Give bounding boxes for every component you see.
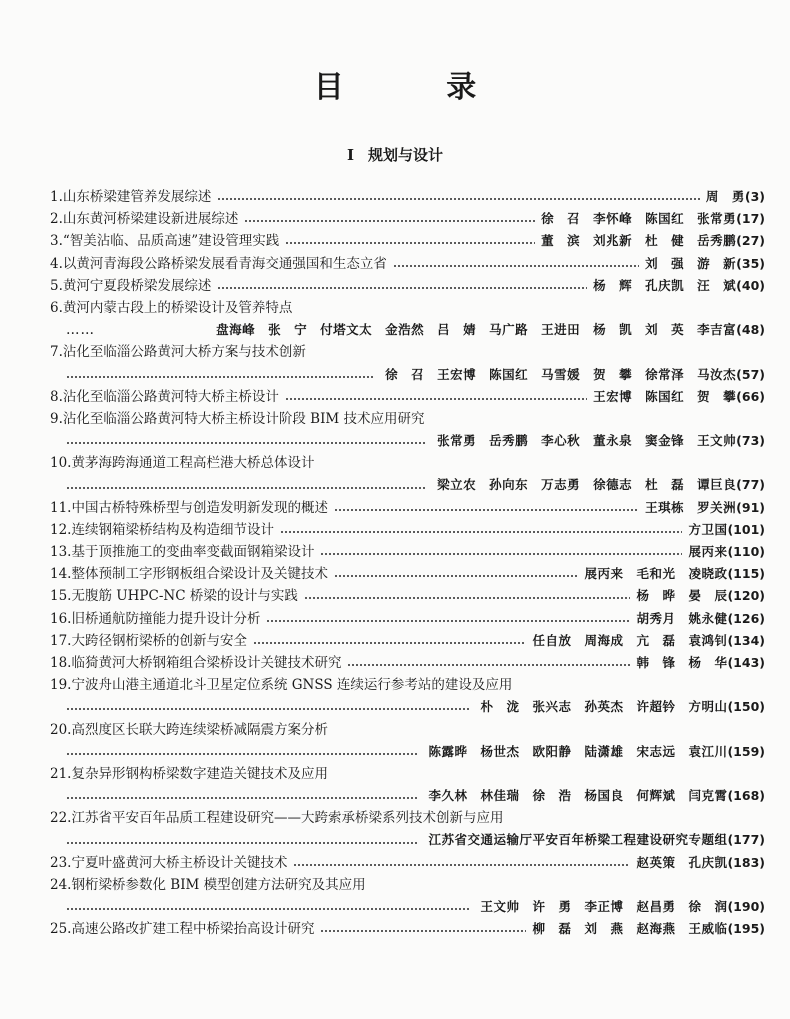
dot-leader [66,841,418,845]
toc-entry[interactable] [50,652,765,674]
entry-page: (66) [736,388,765,404]
entry-page: (115) [727,566,765,582]
entry-page: (40) [736,277,765,293]
entry-authors: 徐 召 王宏博 陈国红 马雪媛 贺 攀 徐常泽 马汝杰 [385,366,737,382]
entry-authors: 方卫国 [688,521,728,537]
entry-number: 19. [50,677,72,694]
entry-page: (126) [727,610,765,626]
entry-authors: 杨 晔 晏 辰 [636,588,728,604]
toc-entry-line [50,497,765,519]
section-label: 规划与设计 [368,146,444,164]
entry-number: 7. [50,344,63,361]
entry-number: 1. [50,189,63,205]
entry-title: 宁夏叶盛黄河大桥主桥设计关键技术 [71,854,288,871]
toc-entry-line [50,608,765,630]
toc-entry-line [50,719,765,741]
entry-title: 山东桥梁建管养发展综述 [62,189,212,205]
entry-page: (134) [727,632,765,648]
entry-authors: 张常勇 岳秀鹏 李心秋 董永泉 窦金锋 王文帅 [437,433,737,449]
toc-entry-line [50,652,765,674]
toc-entry-line [50,452,765,474]
toc-entry[interactable] [50,186,765,208]
entry-page: (159) [727,743,765,759]
dot-leader [347,663,630,667]
entry-authors: 韩 锋 杨 华 [636,654,728,670]
entry-page: (101) [727,521,765,537]
entry-title: 基于顶推施工的变曲率变截面钢箱梁设计 [71,544,315,560]
entry-title: 无腹筋 UHPC-NC 桥梁的设计与实践 [71,588,298,605]
entry-number: 14. [50,566,72,583]
toc-entry-line [50,341,765,363]
entry-page: (143) [727,654,765,670]
toc-entry-line [50,408,765,430]
toc-entry-line [50,519,765,541]
entry-page: (91) [736,499,765,515]
entry-number: 22. [50,810,72,827]
entry-authors: 赵英策 孔庆凯 [636,854,728,870]
toc-entry-line [50,874,765,896]
entry-authors: 王琪栋 罗关洲 [645,499,737,515]
toc-entry-line [50,253,765,275]
entry-number: 25. [50,921,72,938]
dot-leader [66,752,418,756]
entry-authors: 陈露晔 杨世杰 欧阳静 陆潇雄 宋志远 袁江川 [428,743,728,759]
entry-title: 沾化至临淄公路黄河大桥方案与技术创新 [62,344,306,361]
entry-number: 9. [50,410,63,427]
entry-authors: 梁立农 孙向东 万志勇 徐德志 杜 磊 谭巨良 [437,477,737,493]
toc-entry[interactable] [50,719,765,763]
entry-number: 15. [50,588,72,605]
toc-entry-line [50,918,765,940]
entry-page: (195) [727,921,765,937]
toc-entry-line [50,430,765,452]
entry-title: 高烈度区长联大跨连续梁桥减隔震方案分析 [71,721,328,738]
entry-number: 20. [50,721,72,738]
entry-page: (120) [727,588,765,604]
dot-leader [285,241,535,245]
entry-number: 3. [50,233,63,250]
dot-leader [320,929,526,933]
toc-entry-line [50,208,765,230]
entry-page: (150) [727,699,765,715]
entry-authors: 王文帅 许 勇 李正博 赵昌勇 徐 润 [480,899,728,914]
entry-title: 黄河宁夏段桥梁发展综述 [62,277,212,294]
toc-entry[interactable] [50,386,765,408]
entry-lead: …… [66,322,95,339]
entry-page: (183) [727,854,765,870]
entry-number: 8. [50,388,63,405]
entry-authors: 李久林 林佳瑞 徐 浩 杨国良 何辉斌 闫克霄 [428,788,728,804]
toc-entry-line [50,474,765,496]
entry-authors: 展丙来 [688,544,728,559]
entry-title: 整体预制工字形钢板组合梁设计及关键技术 [71,566,328,583]
section-heading [0,144,790,165]
entry-page: (177) [727,832,765,848]
dot-leader [280,530,682,534]
dot-leader [253,641,526,645]
toc-entry[interactable] [50,674,765,718]
entry-page: (27) [736,233,765,249]
entry-authors: 董 滨 刘兆新 杜 健 岳秀鹏 [541,233,737,249]
entry-page: (110) [727,544,765,559]
toc-entry[interactable] [50,852,765,874]
entry-number: 21. [50,765,72,782]
toc-entry[interactable] [50,230,765,252]
dot-leader [66,486,427,490]
toc-entry[interactable] [50,608,765,630]
dot-leader [66,707,470,711]
dot-leader [266,619,630,623]
toc-entry-line [50,763,765,785]
dot-leader [244,219,535,223]
toc-entry[interactable] [50,918,765,940]
table-of-contents [50,186,765,940]
entry-authors: 徐 召 李怀峰 陈国红 张常勇 [541,211,737,227]
toc-entry[interactable] [50,585,765,607]
entry-title: 高速公路改扩建工程中桥梁抬高设计研究 [71,921,315,938]
toc-entry-line [50,741,765,763]
entry-title: 大跨径钢桁梁桥的创新与安全 [71,632,247,649]
toc-entry[interactable] [50,408,765,452]
dot-leader [285,397,587,401]
toc-entry-line [50,852,765,874]
entry-page: (73) [736,433,765,449]
entry-number: 10. [50,455,72,472]
entry-authors: 王宏博 陈国红 贺 攀 [593,388,737,404]
entry-title: 沾化至临淄公路黄河特大桥主桥设计 [62,388,279,405]
dot-leader [66,375,375,379]
entry-number: 16. [50,610,72,627]
entry-page: (3) [744,189,765,204]
entry-title: 临猗黄河大桥钢箱组合梁桥设计关键技术研究 [71,654,342,671]
toc-entry-line [50,563,765,585]
toc-entry-line [50,585,765,607]
toc-entry[interactable] [50,341,765,385]
toc-entry-line [50,696,765,718]
dot-leader [293,863,630,867]
toc-entry[interactable] [50,497,765,519]
toc-entry-line [50,541,765,563]
entry-title: 复杂异形钢构桥梁数字建造关键技术及应用 [71,765,328,782]
entry-page: (190) [727,899,765,914]
page-title: 目 录 [313,70,523,105]
entry-title: 山东黄河桥梁建设新进展综述 [62,211,239,228]
toc-entry[interactable] [50,519,765,541]
toc-entry-line [50,186,765,208]
entry-authors: 柳 磊 刘 燕 赵海燕 王威临 [532,921,728,937]
entry-title: 旧桥通航防撞能力提升设计分析 [71,610,261,627]
entry-number: 12. [50,521,72,538]
dot-leader [393,264,639,268]
entry-number: 11. [50,499,72,516]
dot-leader [217,197,699,201]
dot-leader [66,907,470,911]
entry-title: 沾化至临淄公路黄河特大桥主桥设计阶段 BIM 技术应用研究 [62,410,425,427]
entry-title: 黄河内蒙古段上的桥梁设计及管养特点 [62,299,293,316]
toc-entry[interactable] [50,253,765,275]
dot-leader [66,796,418,800]
entry-authors: 朴 泷 张兴志 孙英杰 许超钤 方明山 [480,699,728,715]
toc-entry[interactable] [50,452,765,496]
dot-leader [217,286,587,290]
entry-authors: 刘 强 游 新 [645,255,737,271]
entry-authors: 展丙来 毛和光 凌晓政 [584,566,728,582]
toc-entry-line [50,275,765,297]
toc-entry[interactable] [50,208,765,230]
toc-entry-line [50,386,765,408]
entry-title: 宁波舟山港主通道北斗卫星定位系统 GNSS 连续运行参考站的建设及应用 [71,677,513,694]
toc-entry[interactable] [50,563,765,585]
entry-number: 24. [50,876,72,893]
entry-number: 2. [50,211,63,228]
toc-entry-line [50,364,765,386]
entry-title: 江苏省平安百年品质工程建设研究——大跨索承桥梁系列技术创新与应用 [71,810,504,827]
entry-page: (57) [736,366,765,382]
entry-number: 5. [50,277,63,294]
dot-leader [320,552,682,556]
toc-entry-line [50,896,765,918]
toc-entry[interactable] [50,874,765,918]
entry-authors: 周 勇 [705,189,745,204]
dot-leader [304,596,631,600]
entry-title: 钢桁梁桥参数化 BIM 模型创建方法研究及其应用 [71,876,366,893]
entry-page: (168) [727,788,765,804]
entry-title: 连续钢箱梁桥结构及构造细节设计 [71,521,274,538]
entry-page: (17) [736,211,765,227]
entry-title: “智美沾临、品质高速”建设管理实践 [62,233,280,250]
toc-entry-line [50,674,765,696]
toc-entry[interactable] [50,275,765,297]
entry-number: 23. [50,854,72,871]
entry-page: (48) [736,322,765,338]
dot-leader [334,574,578,578]
entry-number: 13. [50,544,72,560]
entry-authors: 盘海峰 张 宁 付塔文太 金浩然 吕 婧 马广路 王进田 杨 凯 刘 英 李吉富 [216,322,737,338]
section-number: I [346,146,354,164]
entry-number: 6. [50,299,63,316]
entry-title: 以黄河青海段公路桥梁发展看青海交通强国和生态立省 [62,255,387,272]
dot-leader [334,508,639,512]
toc-entry-line [50,785,765,807]
entry-number: 4. [50,255,63,272]
toc-entry-line [50,630,765,652]
entry-authors: 杨 辉 孔庆凯 汪 斌 [593,277,737,293]
toc-entry[interactable] [50,630,765,652]
toc-entry-line [50,230,765,252]
dot-leader [66,441,427,445]
entry-title: 黄茅海跨海通道工程高栏港大桥总体设计 [71,455,315,472]
entry-authors: 江苏省交通运输厅平安百年桥梁工程建设研究专题组 [428,832,728,848]
toc-entry[interactable] [50,541,765,563]
entry-title: 中国古桥特殊桥型与创造发明新发现的概述 [71,499,328,516]
entry-authors: 胡秀月 姚永健 [636,610,728,626]
toc-entry-line [50,829,765,851]
entry-number: 18. [50,654,72,671]
toc-entry-line [50,297,765,319]
entry-number: 17. [50,632,72,649]
entry-page: (35) [736,255,765,271]
toc-entry-line [50,807,765,829]
toc-entry[interactable] [50,763,765,807]
toc-entry[interactable] [50,297,765,341]
toc-entry[interactable] [50,807,765,851]
toc-entry-line [50,319,765,341]
entry-page: (77) [736,477,765,493]
entry-authors: 任自放 周海成 亢 磊 袁鸿钊 [532,632,728,648]
